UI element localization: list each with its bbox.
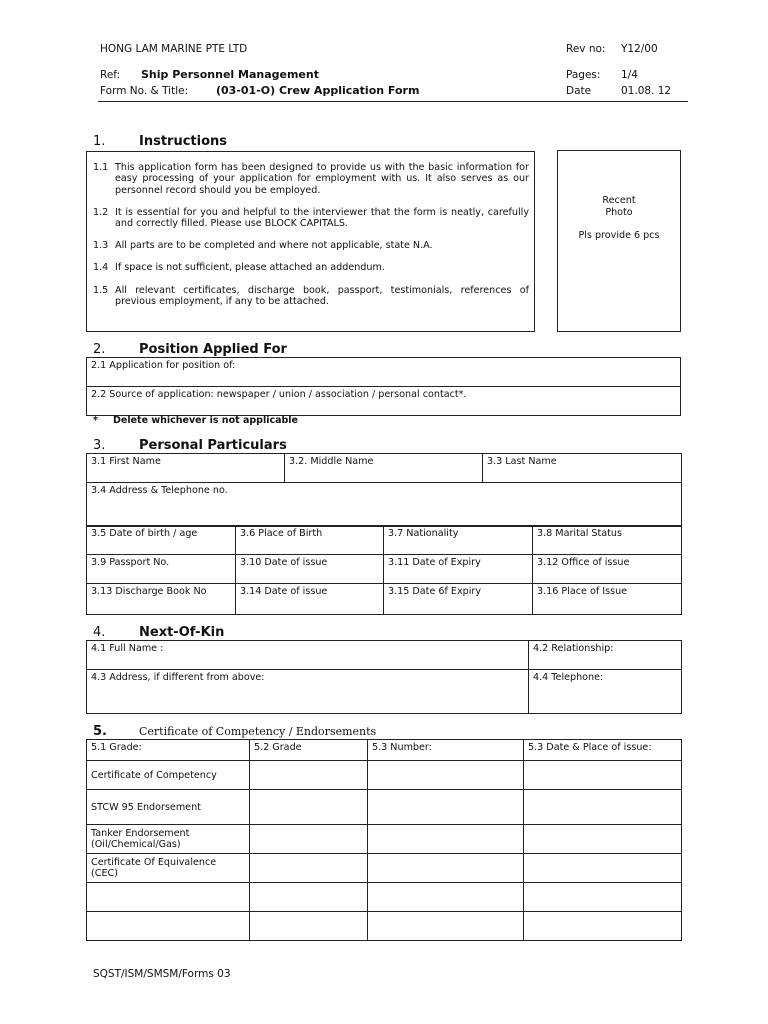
first-name-field[interactable]: 3.1 First Name — [87, 454, 285, 483]
discharge-expiry-field[interactable]: 3.15 Date 6f Expiry — [384, 584, 533, 615]
position-applied-field[interactable]: 2.1 Application for position of: — [87, 358, 681, 387]
cert-cell[interactable] — [250, 912, 368, 941]
table-row — [87, 883, 682, 912]
ref-value: Ship Personnel Management — [141, 68, 319, 81]
passport-no-field[interactable]: 3.9 Passport No. — [87, 555, 236, 584]
company-name: HONG LAM MARINE PTE LTD — [100, 43, 248, 55]
cert-cell[interactable] — [368, 790, 524, 825]
section-5-number: 5. — [93, 724, 107, 739]
cert-cell[interactable] — [87, 883, 250, 912]
passport-expiry-field[interactable]: 3.11 Date of Expiry — [384, 555, 533, 584]
marital-status-field[interactable]: 3.8 Marital Status — [533, 526, 682, 555]
application-source-field[interactable]: 2.2 Source of application: newspaper / union / association / personal contact*. — [87, 387, 681, 416]
cert-cell[interactable] — [250, 854, 368, 883]
address-telephone-field[interactable]: 3.4 Address & Telephone no. — [87, 483, 682, 527]
photo-box[interactable] — [557, 150, 681, 332]
section-1-title: Instructions — [139, 134, 228, 149]
cert-cell[interactable] — [250, 761, 368, 790]
note-asterisk: * — [93, 415, 98, 426]
rev-label: Rev no: — [566, 43, 606, 55]
form-value: (03-01-O) Crew Application Form — [216, 84, 420, 97]
cert-cell[interactable] — [524, 912, 682, 941]
table-row — [87, 912, 682, 941]
rev-value: Y12/00 — [621, 43, 658, 55]
section-4-number: 4. — [93, 625, 106, 640]
place-of-birth-field[interactable]: 3.6 Place of Birth — [236, 526, 384, 555]
ref-label: Ref: — [100, 69, 121, 81]
discharge-place-field[interactable]: 3.16 Place of Issue — [533, 584, 682, 615]
section-4-title: Next-Of-Kin — [139, 625, 225, 640]
cert-header-grade-2: 5.2 Grade — [250, 740, 368, 761]
instruction-item: 1.1 This application form has been designed to provide us with the basic information for easy processing of your application for employment with us. It also serves as our personnel record should you be employed. — [93, 162, 529, 196]
cert-cell[interactable] — [250, 790, 368, 825]
cert-cell[interactable] — [368, 883, 524, 912]
form-label: Form No. & Title: — [100, 85, 189, 97]
kin-full-name-field[interactable]: 4.1 Full Name : — [87, 641, 529, 670]
cert-cell[interactable] — [368, 912, 524, 941]
cert-cell[interactable] — [524, 790, 682, 825]
table-row — [87, 790, 682, 825]
personal-details-table — [86, 525, 682, 615]
instruction-item: 1.5 All relevant certificates, discharge book, passport, testimonials, references of previous employment, if any to be attached. — [93, 285, 529, 308]
table-row — [87, 825, 682, 854]
cert-cell[interactable] — [368, 825, 524, 854]
date-label: Date — [566, 85, 592, 97]
cert-cell[interactable] — [250, 825, 368, 854]
certificates-table — [86, 739, 682, 941]
photo-label-qty: Pls provide 6 pcs — [578, 230, 660, 241]
photo-label-photo: Photo — [605, 206, 633, 218]
table-row — [87, 761, 682, 790]
instruction-item: 1.3 All parts are to be completed and where not applicable, state N.A. — [93, 240, 433, 251]
photo-label-recent: Recent — [602, 195, 636, 206]
dob-age-field[interactable]: 3.5 Date of birth / age — [87, 526, 236, 555]
cert-cell[interactable] — [250, 883, 368, 912]
instruction-item: 1.4 If space is not sufficient, please attached an addendum. — [93, 262, 385, 273]
cert-cell[interactable] — [524, 883, 682, 912]
next-of-kin-table — [86, 640, 682, 714]
footer-code: SQST/ISM/SMSM/Forms 03 — [93, 968, 231, 980]
discharge-issue-date-field[interactable]: 3.14 Date of issue — [236, 584, 384, 615]
section-3-number: 3. — [93, 438, 106, 453]
pages-label: Pages: — [566, 69, 601, 81]
cert-header-date-place: 5.3 Date & Place of issue: — [524, 740, 682, 761]
instruction-item: 1.2 It is essential for you and helpful to the interviewer that the form is neatly, carefully and correctly filled. Please use BLOCK CAPITALS. — [93, 207, 529, 230]
passport-issue-date-field[interactable]: 3.10 Date of issue — [236, 555, 384, 584]
cert-cell[interactable] — [524, 825, 682, 854]
cert-cell[interactable] — [87, 912, 250, 941]
table-row — [87, 854, 682, 883]
kin-relationship-field[interactable]: 4.2 Relationship: — [529, 641, 682, 670]
cert-cell[interactable] — [524, 761, 682, 790]
kin-address-field[interactable]: 4.3 Address, if different from above: — [87, 670, 529, 714]
cert-header-grade: 5.1 Grade: — [87, 740, 250, 761]
section-2-title: Position Applied For — [139, 342, 287, 357]
cert-row-label: Tanker Endorsement (Oil/Chemical/Gas) — [87, 825, 250, 854]
personal-names-table — [86, 453, 682, 527]
cert-row-label: Certificate Of Equivalence (CEC) — [87, 854, 250, 883]
cert-cell[interactable] — [368, 854, 524, 883]
section-5-title: Certificate of Competency / Endorsements — [139, 725, 377, 738]
cert-cell[interactable] — [524, 854, 682, 883]
kin-telephone-field[interactable]: 4.4 Telephone: — [529, 670, 682, 714]
passport-office-field[interactable]: 3.12 Office of issue — [533, 555, 682, 584]
date-value: 01.08. 12 — [621, 85, 672, 97]
cert-row-label: STCW 95 Endorsement — [87, 790, 250, 825]
delete-note: Delete whichever is not applicable — [113, 415, 299, 426]
middle-name-field[interactable]: 3.2. Middle Name — [285, 454, 483, 483]
nationality-field[interactable]: 3.7 Nationality — [384, 526, 533, 555]
cert-row-label: Certificate of Competency — [87, 761, 250, 790]
section-1-number: 1. — [93, 134, 106, 149]
header-rule — [98, 101, 688, 102]
discharge-book-field[interactable]: 3.13 Discharge Book No — [87, 584, 236, 615]
section-3-title: Personal Particulars — [139, 438, 287, 453]
section-2-number: 2. — [93, 342, 106, 357]
last-name-field[interactable]: 3.3 Last Name — [483, 454, 682, 483]
cert-header-number: 5.3 Number: — [368, 740, 524, 761]
cert-cell[interactable] — [368, 761, 524, 790]
pages-value: 1/4 — [621, 69, 638, 81]
position-table — [86, 357, 681, 416]
